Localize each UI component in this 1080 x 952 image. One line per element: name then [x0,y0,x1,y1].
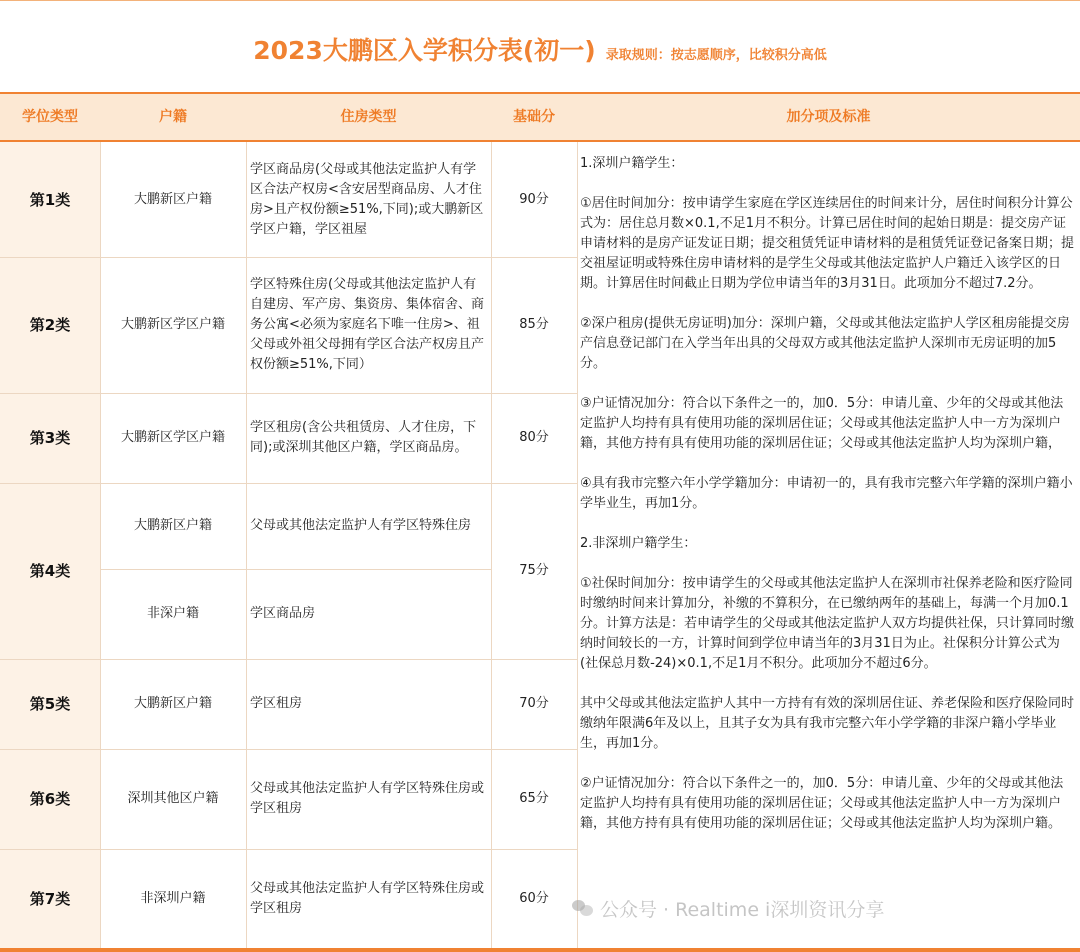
bonus-details [580,154,1076,834]
header-hukou: 户籍 [159,109,187,125]
page-title: 2023大鹏区入学积分表(初一) [253,36,596,65]
base-score: 90分 [519,191,549,207]
housing-cell: 学区特殊住房(父母或其他法定监护人有自建房、军产房、集资房、集体宿舍、商务公寓<必须为家庭名下唯一住房>、祖父母或外祖父母拥有学区合法产权房且产权份额≥51%,下同） [250,277,485,372]
bonus-complete-schooling: ④具有我市完整六年小学学籍加分：申请初一的，具有我市完整六年学籍的深圳户籍小学毕业生，再加1分。 [580,476,1073,511]
bonus-insurance-extra: 其中父母或其他法定监护人其中一方持有有效的深圳居住证、养老保险和医疗保险同时缴纳年限满6年及以上，且其子女为具有我市完整六年小学学籍的非深户籍小学毕业生，再加1分。 [580,696,1075,751]
category-3: 第3类 [29,429,71,447]
category-7: 第7类 [29,889,71,908]
page-subtitle: 录取规则：按志愿顺序，比较积分高低 [605,48,827,63]
watermark-text: 公众号 · Realtime i深圳资讯分享 [600,898,885,921]
bonus-permit-status-2: ②户证情况加分：符合以下条件之一的，加0．5分：申请儿童、少年的父母或其他法定监护人均持有具有使用功能的深圳居住证；父母或其他法定监护人中一方为深圳户籍，其他方持有具有使用功能的深圳居住证；父母或其他法定监护人均为深圳户籍。 [580,776,1064,831]
housing-cell: 学区租房(含公共租赁房、人才住房，下同);或深圳其他区户籍，学区商品房。 [250,420,477,455]
hukou-cell: 非深圳户籍 [140,890,206,906]
bonus-residence-time: ①居住时间加分：按申请学生家庭在学区连续居住的时间来计分，居住时间积分计算公式为：居住总月数×0.1,不足1月不积分。计算已居住时间的起始日期是：提交房产证申请材料的是房产证发证日期；提交租赁凭证申请材料的是租赁凭证登记备案日期；提交祖屋证明或特殊住房申请材料的是学生父母或其他法定监护人户籍迁入该学区的日期。计算居住时间截止日期为学位申请当年的3月31日。此项加分不超过7.2分。 [580,196,1075,291]
housing-cell: 父母或其他法定监护人有学区特殊住房或学区租房 [250,781,485,816]
category-6: 第6类 [29,790,71,808]
bonus-heading-non-shenzhen: 2.非深圳户籍学生： [580,536,697,551]
category-2: 第2类 [29,316,71,334]
housing-cell: 学区商品房(父母或其他法定监护人有学区合法产权房<含安居型商品房、人才住房>且产权份额≥51%,下同);或大鹏新区学区户籍，学区祖屋 [250,161,484,237]
hukou-cell: 大鹏新区户籍 [133,518,212,533]
category-4: 第4类 [29,562,71,580]
hukou-cell: 深圳其他区户籍 [127,791,219,806]
hukou-cell: 大鹏新区户籍 [133,696,212,711]
category-1: 第1类 [29,190,71,209]
base-score: 80分 [519,430,549,445]
header-base: 基础分 [513,109,555,125]
header-category: 学位类型 [22,109,78,125]
base-score: 70分 [519,696,549,711]
housing-cell: 学区租房 [250,696,303,711]
bonus-rental-no-house: ②深户租房(提供无房证明)加分：深圳户籍，父母或其他法定监护人学区租房能提交房产信息登记部门在入学当年出具的父母双方或其他法定监护人深圳市无房证明的加5分。 [580,316,1070,371]
hukou-cell: 大鹏新区户籍 [133,191,212,207]
base-score: 60分 [519,890,549,906]
column-divider [577,142,578,948]
housing-cell: 父母或其他法定监护人有学区特殊住房 [250,518,472,533]
bonus-social-insurance: ①社保时间加分：按申请学生的父母或其他法定监护人在深圳市社保养老险和医疗险同时缴纳时间来计算加分，补缴的不算积分，在已缴纳两年的基础上，每满一个月加0.1分。计算方法是：若申请学生的父母或其他法定监护人双方均提供社保，只计算同时缴纳时间较长的一方，计算时间到学位申请当年的3月31日为止。社保积分计算公式为(社保总月数-24)×0.1,不足1月不积分。此项加分不超过6分。 [580,576,1075,671]
table-bottom-border [0,948,1080,952]
header-housing: 住房类型 [340,109,397,125]
base-score: 85分 [519,317,549,332]
title-bar [0,0,1080,92]
base-score: 65分 [519,791,549,806]
housing-cell: 学区商品房 [250,606,316,621]
hukou-cell: 非深户籍 [146,606,199,621]
hukou-cell: 大鹏新区学区户籍 [120,317,225,332]
header-bonus: 加分项及标准 [786,109,871,125]
hukou-cell: 大鹏新区学区户籍 [120,430,225,445]
title-row [0,31,1080,67]
table-body [0,142,1080,948]
table-header [0,92,1080,142]
housing-cell: 父母或其他法定监护人有学区特殊住房或学区租房 [250,880,485,916]
bonus-heading-shenzhen: 1.深圳户籍学生： [580,156,684,171]
bonus-permit-status: ③户证情况加分：符合以下条件之一的，加0．5分：申请儿童、少年的父母或其他法定监护人均持有具有使用功能的深圳居住证；父母或其他法定监护人中一方为深圳户籍，其他方持有具有使用功能的深圳居住证；父母或其他法定监护人均为深圳户籍， [580,396,1064,451]
category-5: 第5类 [29,695,71,713]
base-score: 75分 [519,563,549,578]
